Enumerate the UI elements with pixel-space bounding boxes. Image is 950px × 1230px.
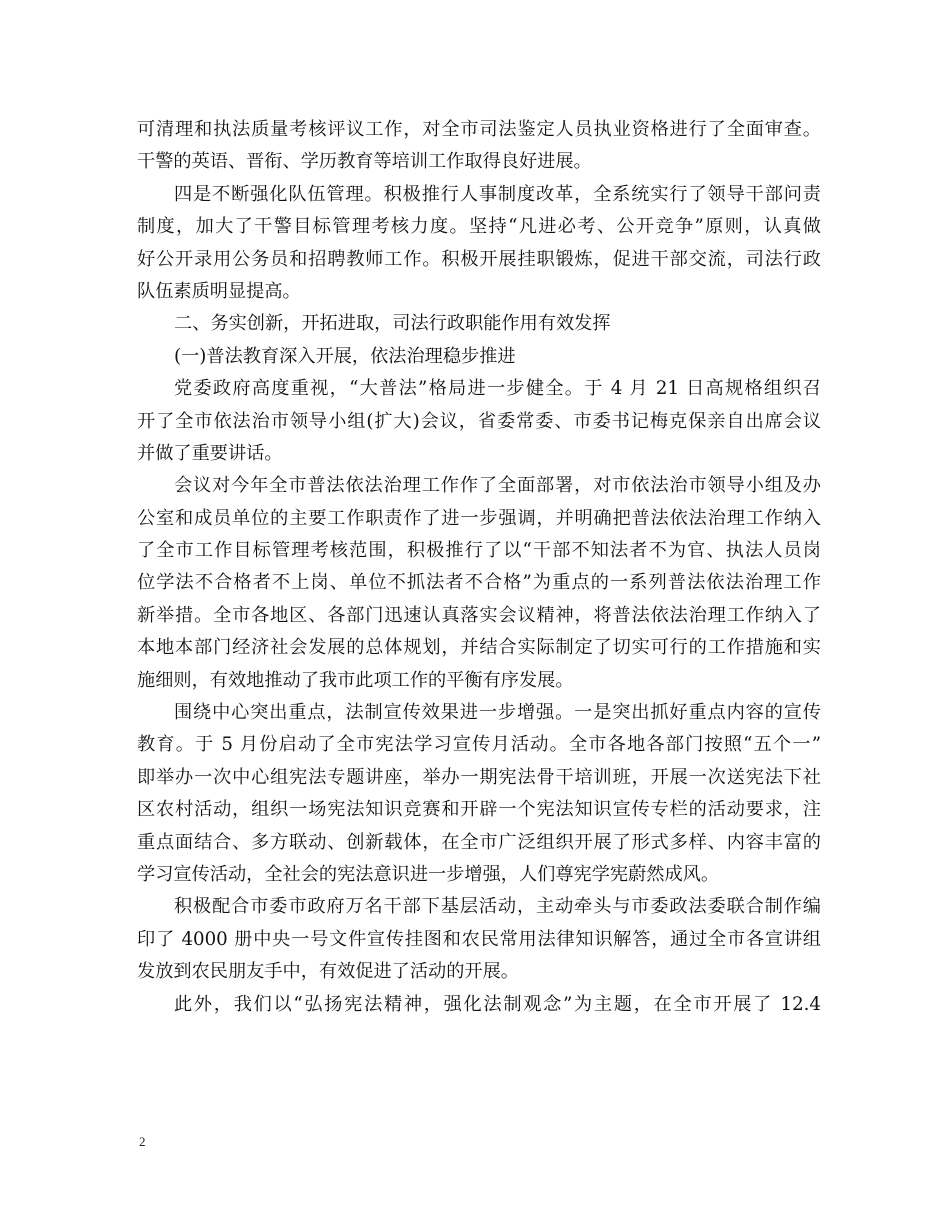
text-line: 干警的英语、晋衔、学历教育等培训工作取得良好进展。 [137, 151, 592, 173]
text-line: 并做了重要讲话。 [137, 442, 283, 464]
text-line: 学习宣传活动，全社会的宪法意识进一步增强，人们尊宪学宪蔚然成风。 [137, 863, 720, 885]
text-line: 党委政府高度重视，“大普法”格局进一步健全。于 4 月 21 日高规格组织召 [174, 378, 821, 400]
text-line: 此外，我们以“弘扬宪法精神，强化法制观念”为主题，在全市开展了 12.4 [174, 993, 821, 1015]
text-line: 新举措。全市各地区、各部门迅速认真落实会议精神，将普法依法治理工作纳入了 [137, 604, 821, 626]
text-line: 积极配合市委市政府万名干部下基层活动，主动牵头与市委政法委联合制作编 [174, 896, 821, 918]
text-line: 开了全市依法治市领导小组(扩大)会议，省委常委、市委书记梅克保亲自出席会议 [137, 410, 821, 432]
text-line: 可清理和执法质量考核评议工作，对全市司法鉴定人员执业资格进行了全面审查。 [137, 119, 821, 140]
text-line: 印了 4000 册中央一号文件宣传挂图和农民常用法律知识解答，通过全市各宣讲组 [137, 928, 821, 950]
text-line: 即举办一次中心组宪法专题讲座，举办一期宪法骨干培训班，开展一次送宪法下社 [137, 766, 821, 788]
text-line: 好公开录用公务员和招聘教师工作。积极开展挂职锻炼，促进干部交流，司法行政 [137, 248, 821, 270]
text-line: 区农村活动，组织一场宪法知识竞赛和开辟一个宪法知识宣传专栏的活动要求，注 [137, 799, 821, 821]
text-line: 队伍素质明显提高。 [137, 280, 301, 302]
text-line: 制度，加大了干警目标管理考核力度。坚持“凡进必考、公开竞争”原则，认真做 [137, 216, 821, 238]
text-line: 发放到农民朋友手中，有效促进了活动的开展。 [137, 961, 519, 983]
text-line: 二、务实创新，开拓进取，司法行政职能作用有效发挥 [174, 313, 611, 335]
text-line: 本地本部门经济社会发展的总体规划，并结合实际制定了切实可行的工作措施和实 [137, 637, 821, 659]
text-line: 四是不断强化队伍管理。积极推行人事制度改革，全系统实行了领导干部问责 [174, 183, 821, 205]
text-line: (一)普法教育深入开展，依法治理稳步推进 [174, 345, 516, 367]
document-body [137, 114, 821, 1021]
text-line: 围绕中心突出重点，法制宣传效果进一步增强。一是突出抓好重点内容的宣传 [174, 702, 821, 724]
text-line: 位学法不合格者不上岗、单位不抓法者不合格”为重点的一系列普法依法治理工作 [137, 572, 821, 594]
page-number: 2 [139, 1134, 146, 1149]
text-line: 了全市工作目标管理考核范围，积极推行了以“干部不知法者不为官、执法人员岗 [137, 540, 821, 562]
text-line: 施细则，有效地推动了我市此项工作的平衡有序发展。 [137, 669, 574, 691]
text-line: 公室和成员单位的主要工作职责作了进一步强调，并明确把普法依法治理工作纳入 [137, 507, 821, 529]
text-line: 重点面结合、多方联动、创新载体，在全市广泛组织开展了形式多样、内容丰富的 [137, 831, 821, 853]
text-line: 会议对今年全市普法依法治理工作作了全面部署，对市依法治市领导小组及办 [174, 475, 821, 497]
text-line: 教育。于 5 月份启动了全市宪法学习宣传月活动。全市各地各部门按照“五个一” [137, 734, 821, 756]
